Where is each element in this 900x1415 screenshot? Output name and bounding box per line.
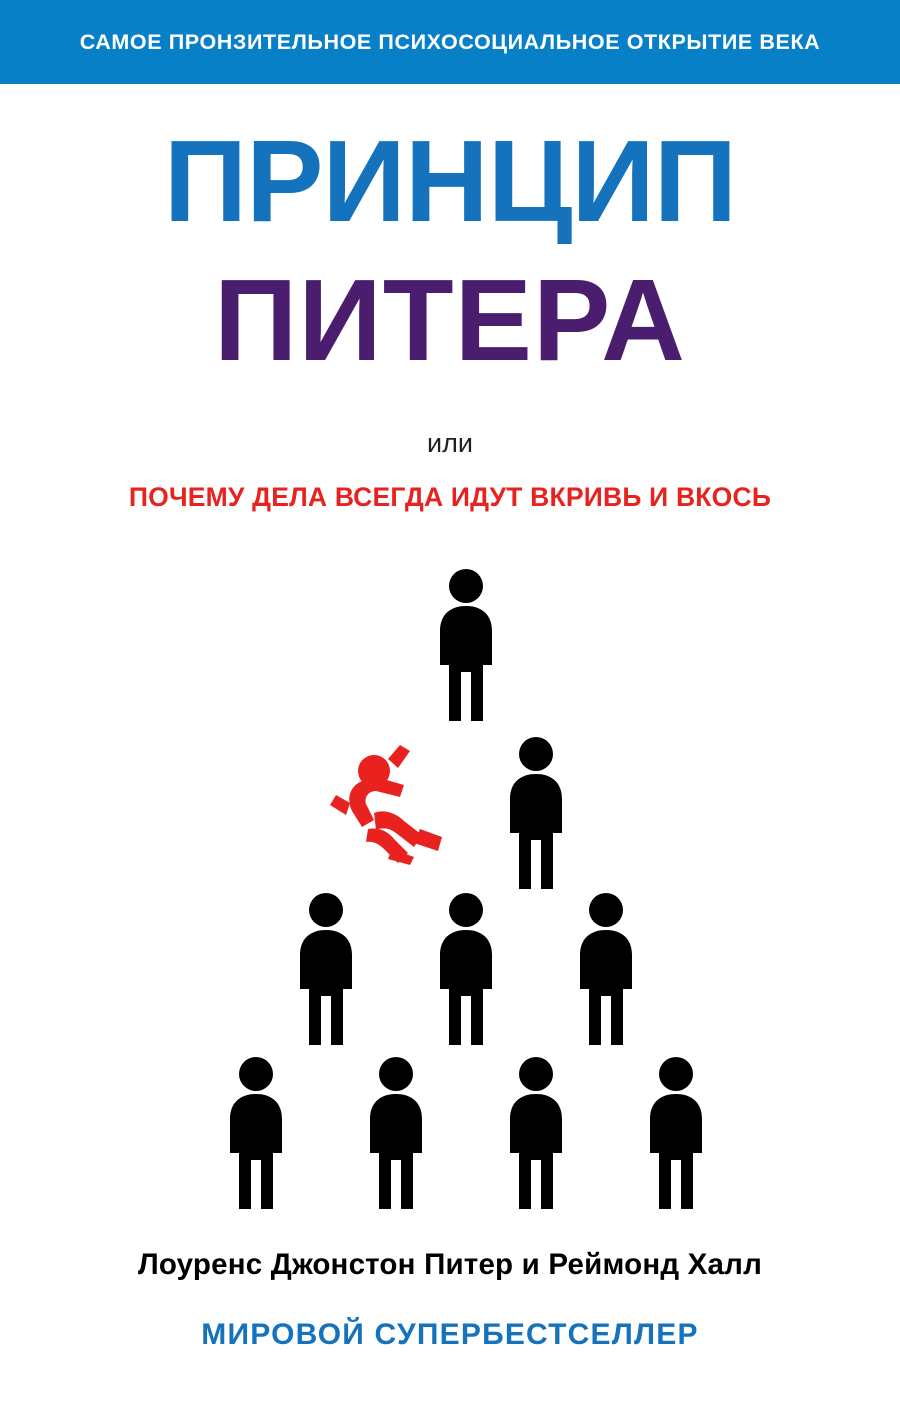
person-icon [642,1057,710,1209]
person-icon [502,737,570,889]
page-title-line2: ПИТЕРА [214,255,686,385]
page-title-line1: ПРИНЦИП [163,116,737,246]
pyramid-of-figures [0,555,900,1245]
falling-person-icon [326,741,456,866]
banner-text: САМОЕ ПРОНЗИТЕЛЬНОЕ ПСИХОСОЦИАЛЬНОЕ ОТКРЫТИЕ ВЕКА [79,29,821,54]
person-icon [362,1057,430,1209]
person-icon [432,569,500,721]
person-icon [432,893,500,1045]
title-connector: или [427,428,473,458]
footer-tagline: МИРОВОЙ СУПЕРБЕСТСЕЛЛЕР [201,1318,699,1351]
page-subtitle: ПОЧЕМУ ДЕЛА ВСЕГДА ИДУТ ВКРИВЬ И ВКОСЬ [128,482,772,512]
person-icon [502,1057,570,1209]
person-icon [222,1057,290,1209]
person-icon [572,893,640,1045]
authors-line: Лоуренс Джонстон Питер и Реймонд Халл [137,1248,763,1281]
person-icon [292,893,360,1045]
